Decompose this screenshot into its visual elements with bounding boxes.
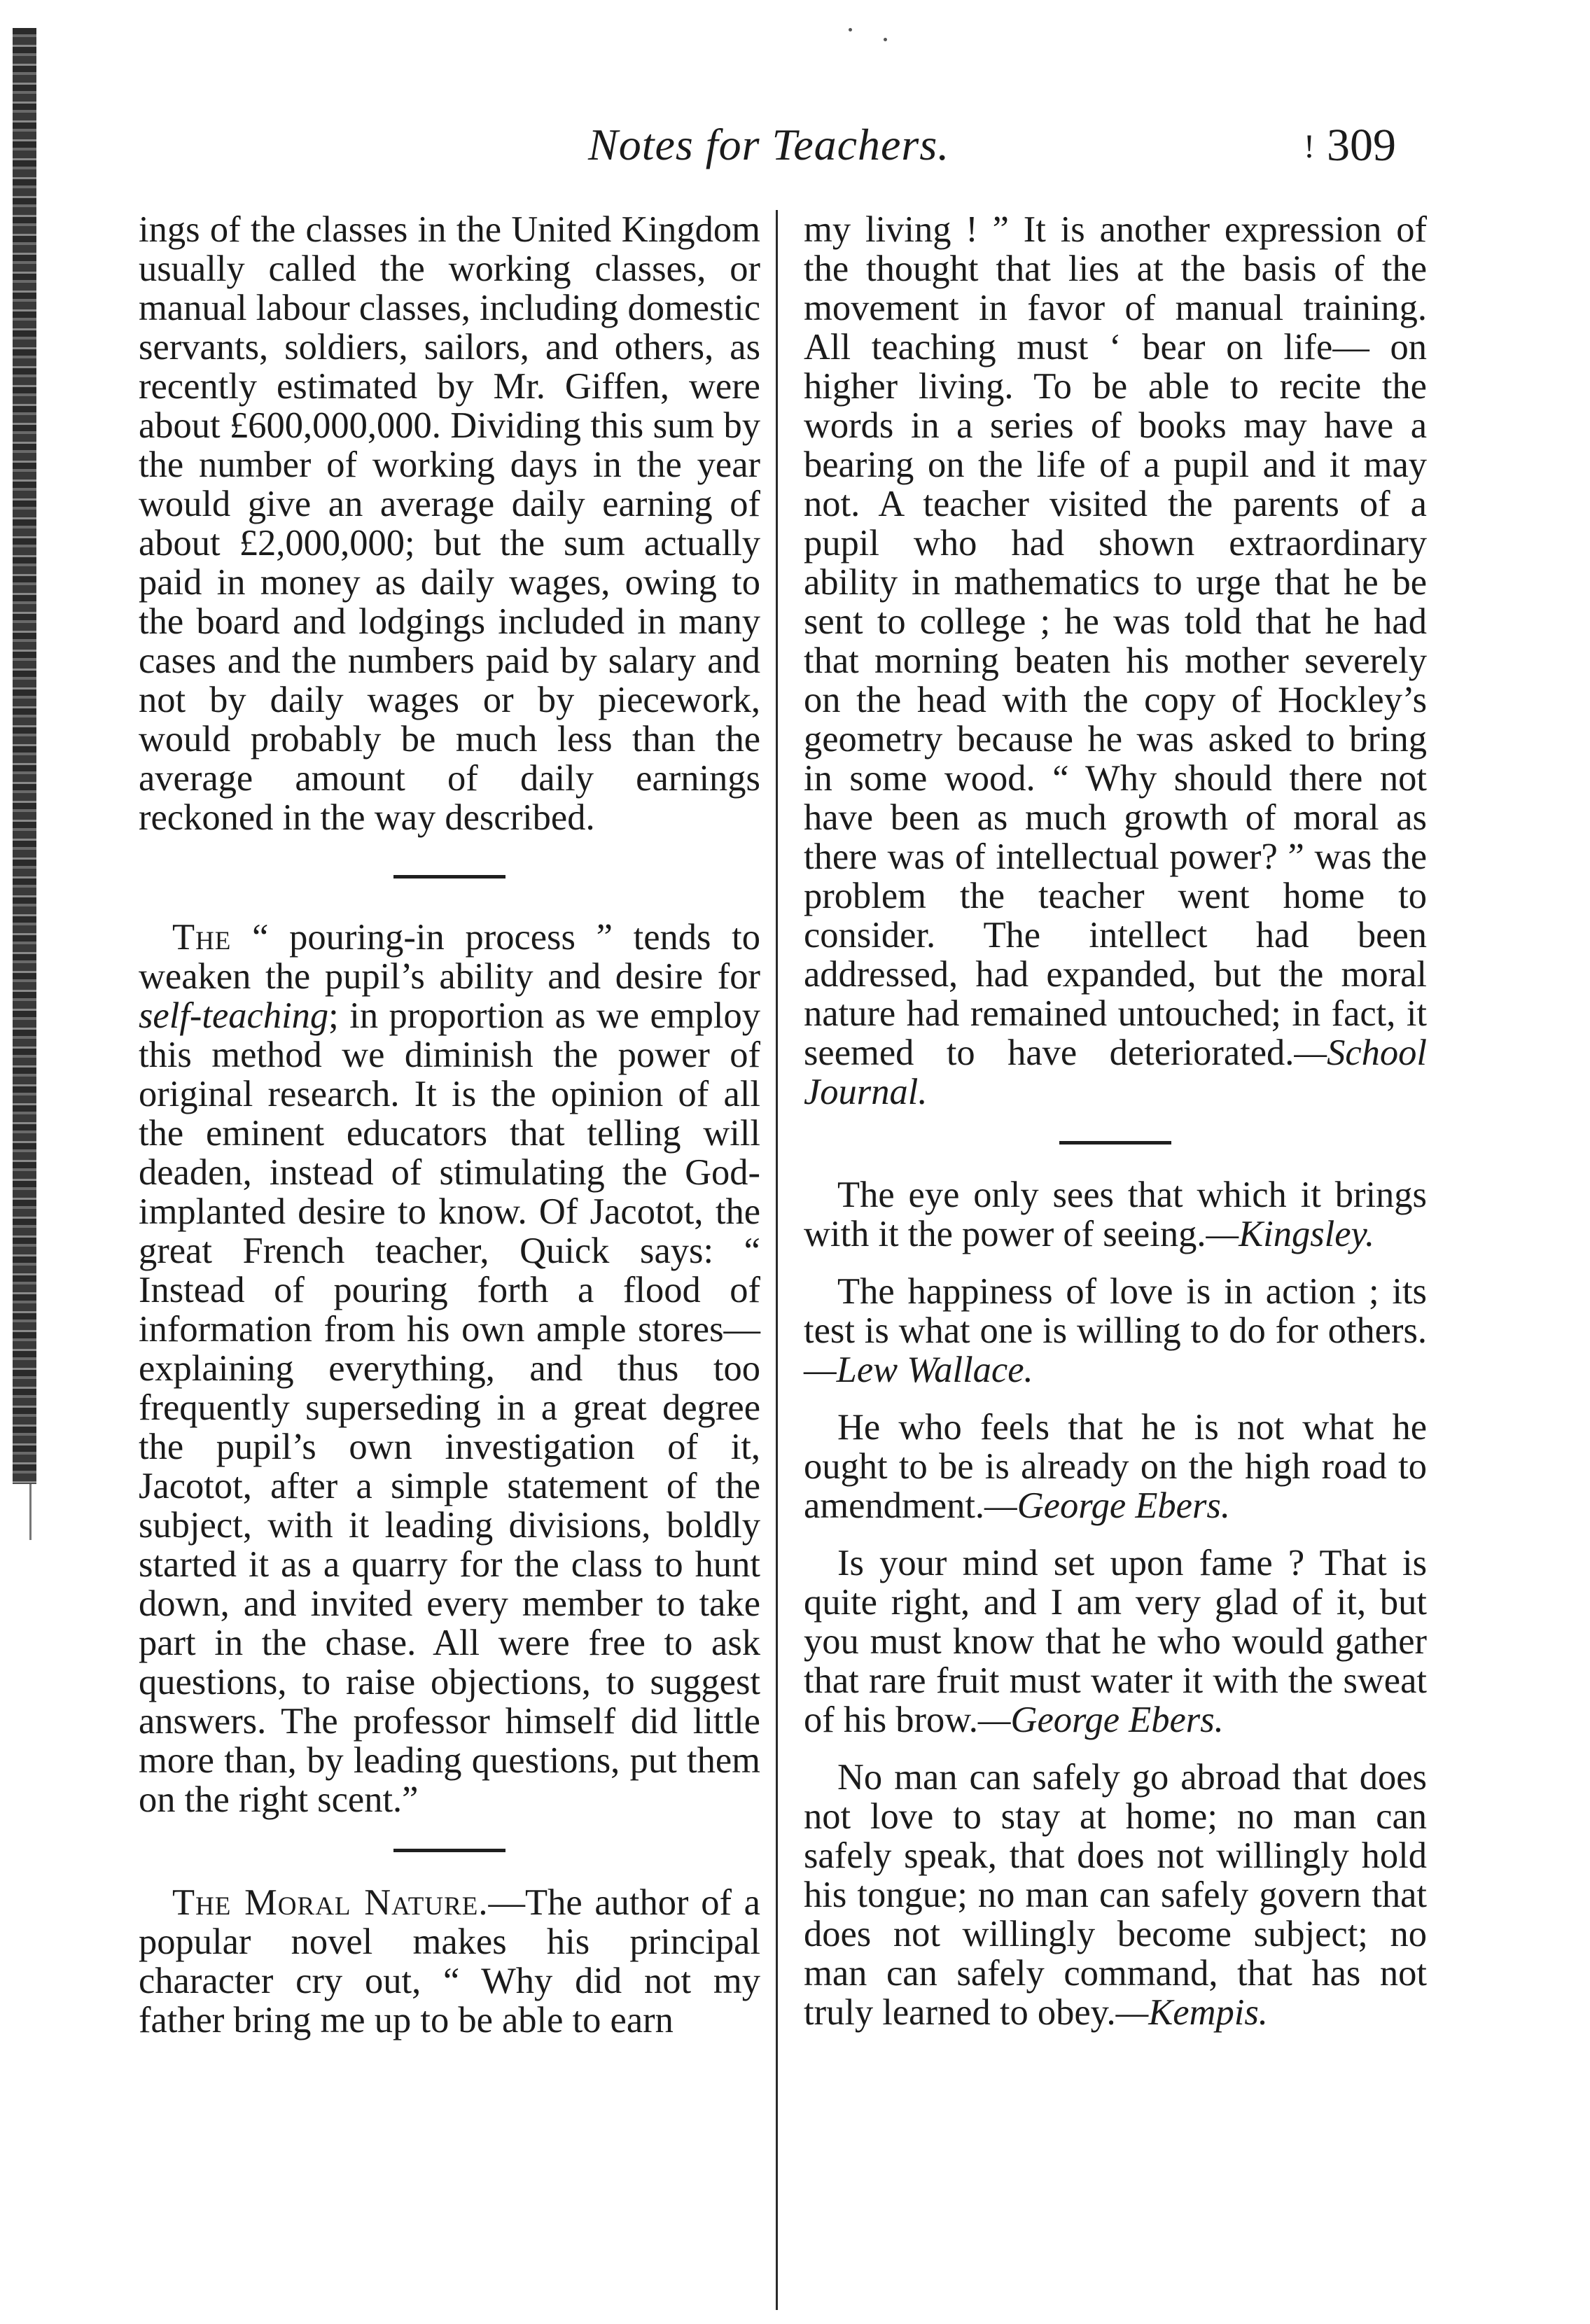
- quote-kempis: [804, 1758, 1427, 2032]
- quote-source: —Kingsley.: [1206, 1214, 1375, 1254]
- paragraph-text: ; in proportion as we employ this method we diminish the power of original research. It is the opinion of all the eminent educators that telling will deaden, instead of stimulating the God-implanted desire to know. Of Jacotot, the great French teacher, Quick says: “ Instead of pouring forth a flood of information from his own ample stores—explaining everything, and thus too frequently superseding in a great degree the pupil’s own investigation of it, Jacotot, after a simple statement of the subject, with it leading divisions, boldly started it as a quarry for the class to hunt down, and invited every member to take part in the chase. All were free to ask questions, to raise objections, to suggest answers. The professor himself did little more than, by leading questions, put them on the right scent.”: [139, 995, 760, 1820]
- quote-source: —Lew Wallace.: [804, 1350, 1033, 1390]
- paragraph-lead: The: [172, 917, 232, 958]
- scanned-edge-mark: [29, 1484, 32, 1540]
- paragraph-text: —The author of a popular novel makes his principal character cry out, “ Why did not my father bring me up to be able to earn: [139, 1882, 760, 2040]
- moral-nature-continued: [804, 210, 1427, 1112]
- quote-source: —George Ebers.: [977, 1700, 1224, 1740]
- column-rule: [776, 210, 778, 2310]
- running-head: Notes for Teachers.: [588, 120, 950, 169]
- quote-kingsley: [804, 1175, 1427, 1254]
- paragraph-text: “ pouring-in process ” tends to weaken the pupil’s ability and desire for: [139, 917, 760, 997]
- right-column: [804, 210, 1427, 2032]
- wages-paragraph: ings of the classes in the United Kingdom usually called the working classes, or manual labour classes, including domestic servants, soldiers, sailors, and others, as recently estimated by Mr. Giffen, were about £600,000,000. Dividing this sum by the number of working days in the year would give an average daily earning of about £2,000,000; but the sum actually paid in money as daily wages, owing to the board and lodgings included in many cases and the numbers paid by salary and not by daily wages or by piecework, would probably be much less than the average amount of daily earnings reckoned in the way described.: [139, 209, 760, 838]
- moral-nature-paragraph: [139, 1883, 760, 2040]
- quote-ebers-1: [804, 1408, 1427, 1525]
- quote-source: —George Ebers.: [984, 1485, 1230, 1526]
- quote-text: The eye only sees that which it brings with it the power of seeing.: [804, 1175, 1427, 1254]
- scan-speck: [884, 38, 887, 41]
- emphasis-text: self-teaching: [139, 995, 329, 1036]
- pouring-in-paragraph: [139, 918, 760, 1819]
- quote-source: —School Journal.: [804, 1032, 1427, 1112]
- page-number: 309: [1327, 120, 1396, 171]
- scanned-page-edge: [13, 28, 36, 1484]
- quote-text: Is your mind set upon fame ? That is quite right, and I am very glad of it, but you must know that he who would gather that rare fruit must water it with the sweat of his brow.: [804, 1543, 1427, 1740]
- margin-mark: !: [1304, 128, 1315, 165]
- left-column: [139, 210, 760, 2040]
- paragraph-text: my living ! ” It is another expression of the thought that lies at the basis of the movement in favor of manual training. All teaching must ‘ bear on life— on higher living. To be able to recite the words in a series of books may have a bearing on the life of a pupil and it may not. A teacher visited the parents of a pupil who had shown extraordinary ability in mathematics to urge that he be sent to college ; he was told that he had that morning beaten his mother severely on the head with the copy of Hockley’s geometry because he was asked to bring in some wood. “ Why should there not have been as much growth of moral as there was of intellectual power? ” was the problem the teacher went home to consider. The intellect had been addressed, had expanded, but the moral nature had remained untouched; in fact, it seemed to have deteriorated.: [804, 209, 1427, 1073]
- quote-text: He who feels that he is not what he ought to be is already on the high road to amendment.: [804, 1407, 1427, 1526]
- section-divider: [393, 1849, 505, 1852]
- quote-text: No man can safely go abroad that does not love to stay at home; no man can safely speak, that does not willingly hold his tongue; no man can safely govern that does not willingly become subject; no man can safely command, that has not truly learned to obey.: [804, 1757, 1427, 2033]
- paragraph-lead: The Moral Nature.: [172, 1882, 489, 1923]
- section-divider: [1059, 1141, 1171, 1144]
- quote-source: —Kempis.: [1115, 1992, 1268, 2033]
- quote-text: The happiness of love is in action ; its test is what one is willing to do for others.: [804, 1271, 1427, 1351]
- quote-wallace: [804, 1272, 1427, 1390]
- quote-ebers-2: [804, 1544, 1427, 1740]
- scan-speck: [849, 28, 852, 31]
- section-divider: [393, 875, 505, 878]
